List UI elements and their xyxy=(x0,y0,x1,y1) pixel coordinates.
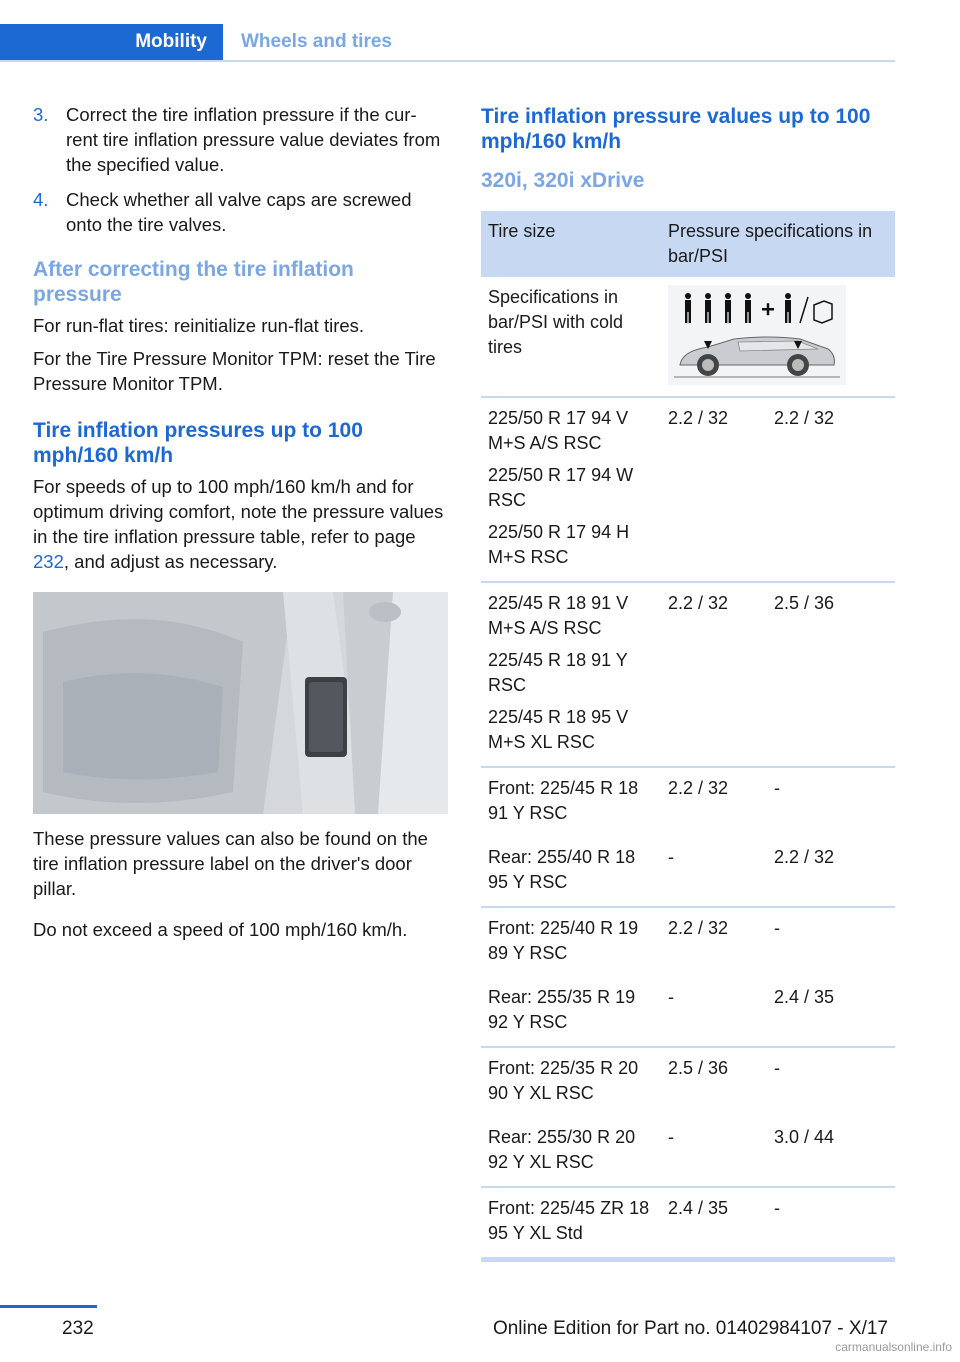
door-pillar-photo xyxy=(33,592,448,814)
tire-size-cell xyxy=(481,1187,661,1260)
tire-size: 225/45 R 18 95 V M+S XL RSC xyxy=(488,707,629,752)
step-number: 3. xyxy=(33,104,49,125)
photo-caption: These pressure values can also be found on the tire inflation pressure label on the driver's door pillar. xyxy=(33,828,428,899)
tire-size: Rear: 255/35 R 19 92 Y RSC xyxy=(488,987,636,1032)
pressure-normal-load: 2.2 / 32 xyxy=(661,582,767,767)
section-text-end: , and adjust as necessary. xyxy=(63,551,278,572)
step-number: 4. xyxy=(33,189,49,210)
pressure-normal-load: - xyxy=(661,977,767,1047)
table-row xyxy=(481,907,895,977)
tire-size-cell xyxy=(481,582,661,767)
table-row-spec-label xyxy=(481,277,895,397)
table-row xyxy=(481,1187,895,1260)
tire-size-cell xyxy=(481,397,661,582)
pressure-normal-load: - xyxy=(661,1117,767,1187)
header-tab-mobility[interactable]: Mobility xyxy=(0,24,223,60)
pressure-normal-load: 2.2 / 32 xyxy=(661,397,767,582)
page-header xyxy=(0,24,960,62)
step-text: Correct the tire inflation pressure if the cur‐rent tire inflation pressure value deviates from the specified value. xyxy=(66,104,441,175)
section-heading: Tire inflation pressures up to 100 mph/160 km/h xyxy=(33,419,363,467)
tire-size-cell xyxy=(481,767,661,837)
table-row xyxy=(481,767,895,837)
tire-size: 225/50 R 17 94 V M+S A/S RSC xyxy=(488,408,629,453)
pressure-full-load: - xyxy=(774,918,780,938)
left-column xyxy=(33,102,448,950)
model-subtitle: 320i, 320i xDrive xyxy=(481,169,645,192)
pressure-full-load: 2.4 / 35 xyxy=(767,977,895,1047)
tire-size: 225/50 R 17 94 W RSC xyxy=(488,465,634,510)
edition-footer: Online Edition for Part no. 01402984107 - X/17 xyxy=(492,1318,888,1339)
section-text: For speeds of up to 100 mph/160 km/h and for optimum driving comfort, note the pressure values in the tire inflation pressure table, refer to page xyxy=(33,476,444,547)
tire-size: Front: 225/40 R 19 89 Y RSC xyxy=(488,918,639,963)
table-row xyxy=(481,1047,895,1117)
watermark: carmanualsonline.info xyxy=(835,1340,952,1354)
tire-size: Front: 225/45 ZR 18 95 Y XL Std xyxy=(488,1198,650,1243)
table-row xyxy=(481,397,895,582)
tire-size: Front: 225/35 R 20 90 Y XL RSC xyxy=(488,1058,639,1103)
section-paragraph xyxy=(33,474,448,574)
table-header-row xyxy=(481,211,895,277)
tire-size: Rear: 255/30 R 20 92 Y XL RSC xyxy=(488,1127,636,1172)
tire-pressure-table xyxy=(481,211,895,1262)
pressure-full-load: - xyxy=(774,778,780,798)
pressure-full-load: - xyxy=(767,1187,895,1260)
speed-warning: Do not exceed a speed of 100 mph/160 km/h. xyxy=(33,919,408,940)
tire-size: Rear: 255/40 R 18 95 Y RSC xyxy=(488,847,636,892)
table-row xyxy=(481,977,895,1047)
tire-size: 225/45 R 18 91 Y RSC xyxy=(488,650,628,695)
header-pressure-specs: Pressure specifications in bar/PSI xyxy=(661,211,895,277)
header-tire-size: Tire size xyxy=(481,211,661,277)
tire-size-cell xyxy=(481,837,661,907)
pressure-normal-load: 2.2 / 32 xyxy=(668,918,729,938)
load-diagram xyxy=(668,285,846,385)
tire-size: 225/50 R 17 94 H M+S RSC xyxy=(488,522,630,567)
pressure-full-load: - xyxy=(774,1058,780,1078)
pressure-normal-load: 2.4 / 35 xyxy=(661,1187,767,1260)
tire-size-cell xyxy=(481,977,661,1047)
run-flat-paragraph: For run-flat tires: reinitialize run-flat tires. xyxy=(33,315,365,336)
step-3 xyxy=(33,102,448,177)
pressure-full-load: 2.2 / 32 xyxy=(767,837,895,907)
spec-label: Specifications in bar/PSI with cold tires xyxy=(481,277,661,397)
pressure-full-load: 2.5 / 36 xyxy=(767,582,895,767)
pressure-normal-load: 2.2 / 32 xyxy=(668,778,729,798)
pressure-normal-load: - xyxy=(661,837,767,907)
header-tab-wheels-and-tires[interactable]: Wheels and tires xyxy=(241,31,392,52)
tire-size: 225/45 R 18 91 V M+S A/S RSC xyxy=(488,593,629,638)
tire-size-cell xyxy=(481,1117,661,1187)
tire-size-cell xyxy=(481,907,661,977)
table-row xyxy=(481,837,895,907)
load-diagram-cell xyxy=(661,277,895,397)
header-rule xyxy=(0,60,895,62)
table-row xyxy=(481,1117,895,1187)
tire-size-cell xyxy=(481,1047,661,1117)
page-number-rule xyxy=(0,1305,97,1308)
pressure-full-load: 3.0 / 44 xyxy=(767,1117,895,1187)
right-column xyxy=(481,102,895,1262)
step-text: Check whether all valve caps are screwed onto the tire valves. xyxy=(66,189,412,235)
step-4 xyxy=(33,187,448,237)
pressure-full-load: 2.2 / 32 xyxy=(767,397,895,582)
page-number: 232 xyxy=(62,1318,94,1339)
page-link[interactable]: 232 xyxy=(33,551,64,572)
table-row xyxy=(481,582,895,767)
pressure-normal-load: 2.5 / 36 xyxy=(668,1058,729,1078)
tpm-paragraph: For the Tire Pressure Monitor TPM: reset the Tire Pressure Monitor TPM. xyxy=(33,348,436,394)
tire-size: Front: 225/45 R 18 91 Y RSC xyxy=(488,778,639,823)
table-section-title: Tire inflation pressure values up to 100 mph/160 km/h xyxy=(481,105,871,153)
after-correcting-heading: After correcting the tire inflation pressure xyxy=(33,258,354,306)
